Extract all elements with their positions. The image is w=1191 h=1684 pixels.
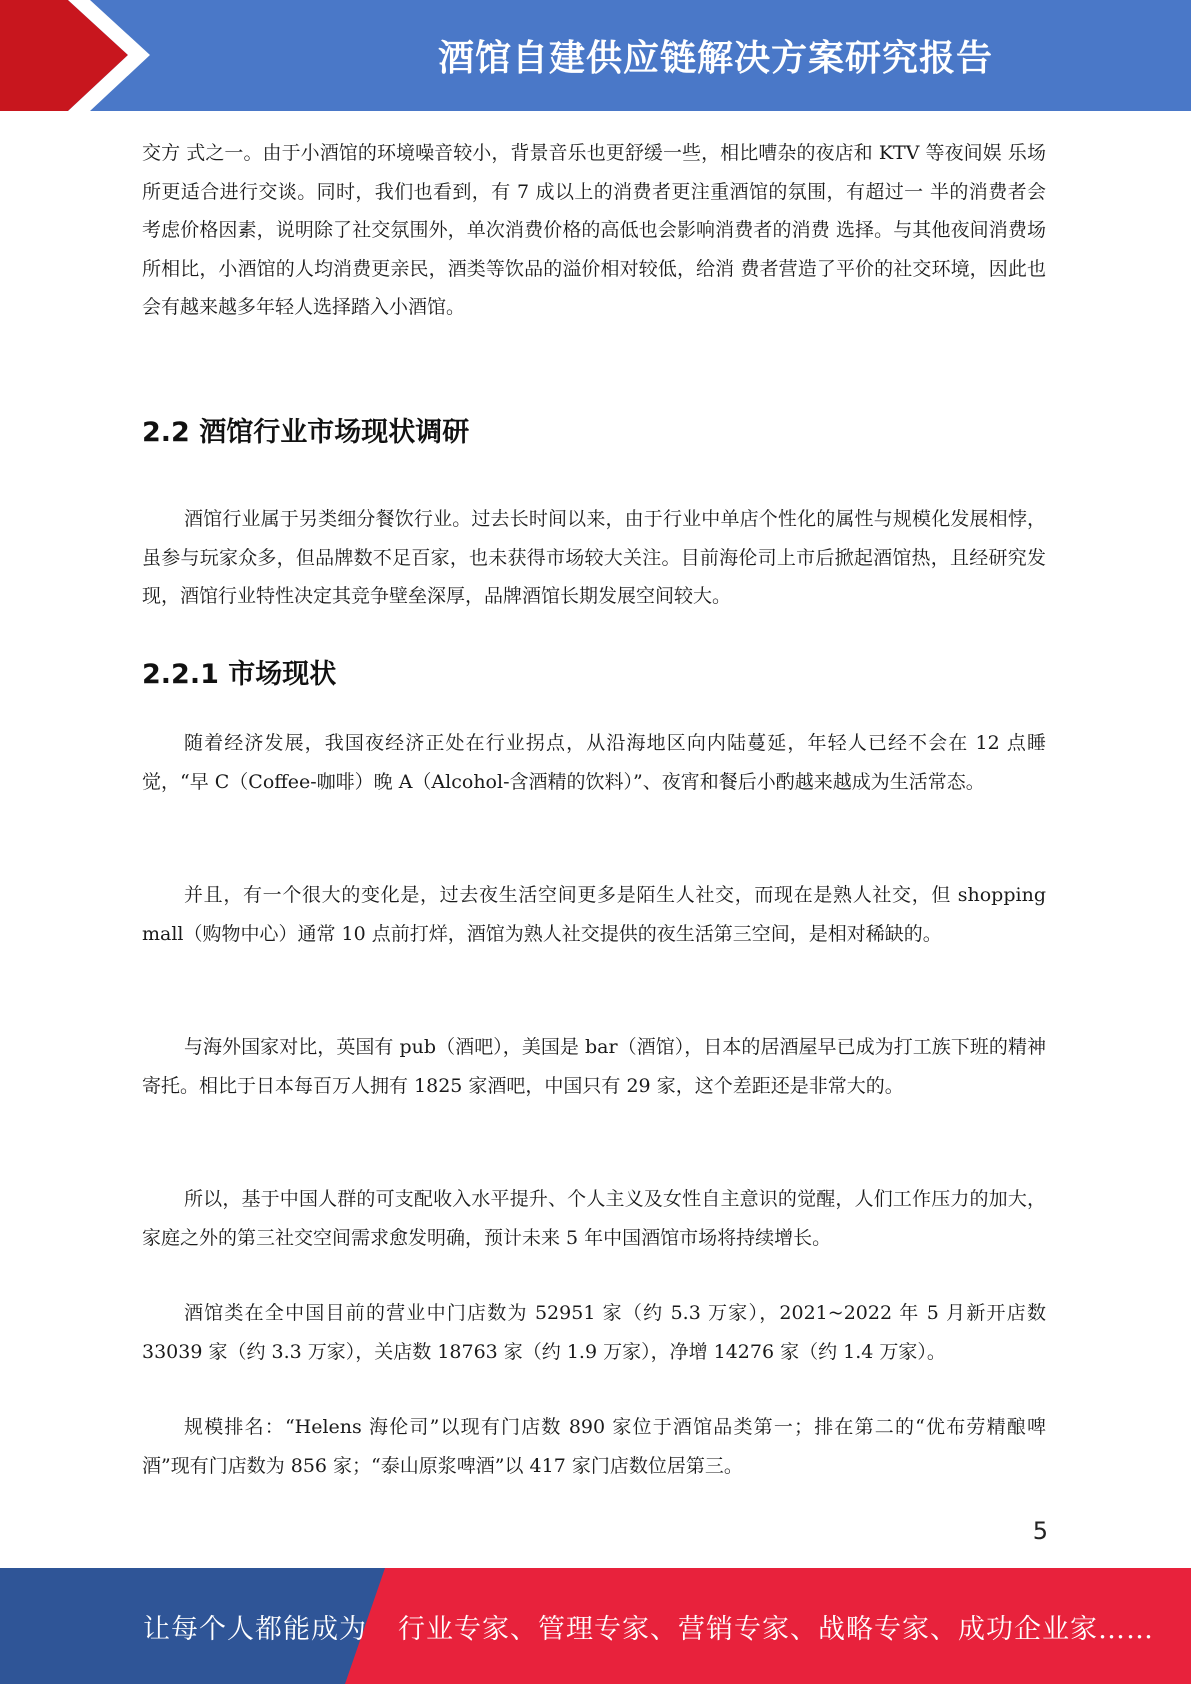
document-title: 酒馆自建供应链解决方案研究报告 (437, 38, 993, 79)
section-heading-2-2: 2.2 酒馆行业市场现状调研 (142, 417, 470, 448)
paragraph-continuation: 交方 式之一。由于小酒馆的环境噪音较小，背景音乐也更舒缓一些，相比嘈杂的夜店和 KTV 等夜间娱 乐场所更适合进行交谈。同时，我们也看到，有 7 成以上的消费者更注重酒馆的氛围，有超过一 半的消费者会考虑价格因素，说明除了社交氛围外，单次消费价格的高低也会影响消费者的消费 选择。与其他夜间消费场所相比，小酒馆的人均消费更亲民，酒类等饮品的溢价相对较低，给消 费者营造了平价的社交环境，因此也会有越来越多年轻人选择踏入小酒馆。 (142, 142, 1046, 318)
paragraph-night-economy: 随着经济发展，我国夜经济正处在行业拐点，从沿海地区向内陆蔓延，年轻人已经不会在 12 点睡觉，“早 C（Coffee-咖啡）晚 A（Alcohol-含酒精的饮料）”、夜宵和餐后小酌越来越成为生活常态。 (142, 732, 1046, 793)
paragraph-store-counts: 酒馆类在全中国目前的营业中门店数为 52951 家（约 5.3 万家），2021~2022 年 5 月新开店数 33039 家（约 3.3 万家），关店数 18763 家（约 1.9 万家），净增 14276 家（约 1.4 万家）。 (142, 1302, 1046, 1363)
page-number: 5 (1032, 1517, 1048, 1545)
footer-slogan-left: 让每个人都能成为 (143, 1613, 367, 1645)
paragraph-social-change: 并且，有一个很大的变化是，过去夜生活空间更多是陌生人社交，而现在是熟人社交，但 shopping mall（购物中心）通常 10 点前打烊，酒馆为熟人社交提供的夜生活第三空间，是相对稀缺的。 (142, 884, 1046, 945)
paragraph-market-growth: 所以，基于中国人群的可支配收入水平提升、个人主义及女性自主意识的觉醒，人们工作压力的加大，家庭之外的第三社交空间需求愈发明确，预计未来 5 年中国酒馆市场将持续增长。 (142, 1188, 1046, 1249)
paragraph-scale-ranking: 规模排名：“Helens 海伦司”以现有门店数 890 家位于酒馆品类第一；排在第二的“优布劳精酿啤酒”现有门店数为 856 家；“泰山原浆啤酒”以 417 家门店数位居第三。 (142, 1416, 1046, 1477)
page-header (0, 0, 1191, 111)
paragraph-industry-overview: 酒馆行业属于另类细分餐饮行业。过去长时间以来，由于行业中单店个性化的属性与规模化发展相悖，虽参与玩家众多，但品牌数不足百家，也未获得市场较大关注。目前海伦司上市后掀起酒馆热，且经研究发现，酒馆行业特性决定其竞争壁垒深厚，品牌酒馆长期发展空间较大。 (142, 508, 1046, 607)
paragraph-overseas-comparison: 与海外国家对比，英国有 pub（酒吧），美国是 bar（酒馆），日本的居酒屋早已成为打工族下班的精神寄托。相比于日本每百万人拥有 1825 家酒吧，中国只有 29 家，这个差距还是非常大的。 (142, 1036, 1046, 1097)
section-heading-2-2-1: 2.2.1 市场现状 (142, 659, 337, 690)
footer-slogan-right: 行业专家、管理专家、营销专家、战略专家、成功企业家…… (398, 1613, 1154, 1645)
page-footer (0, 1568, 1191, 1684)
